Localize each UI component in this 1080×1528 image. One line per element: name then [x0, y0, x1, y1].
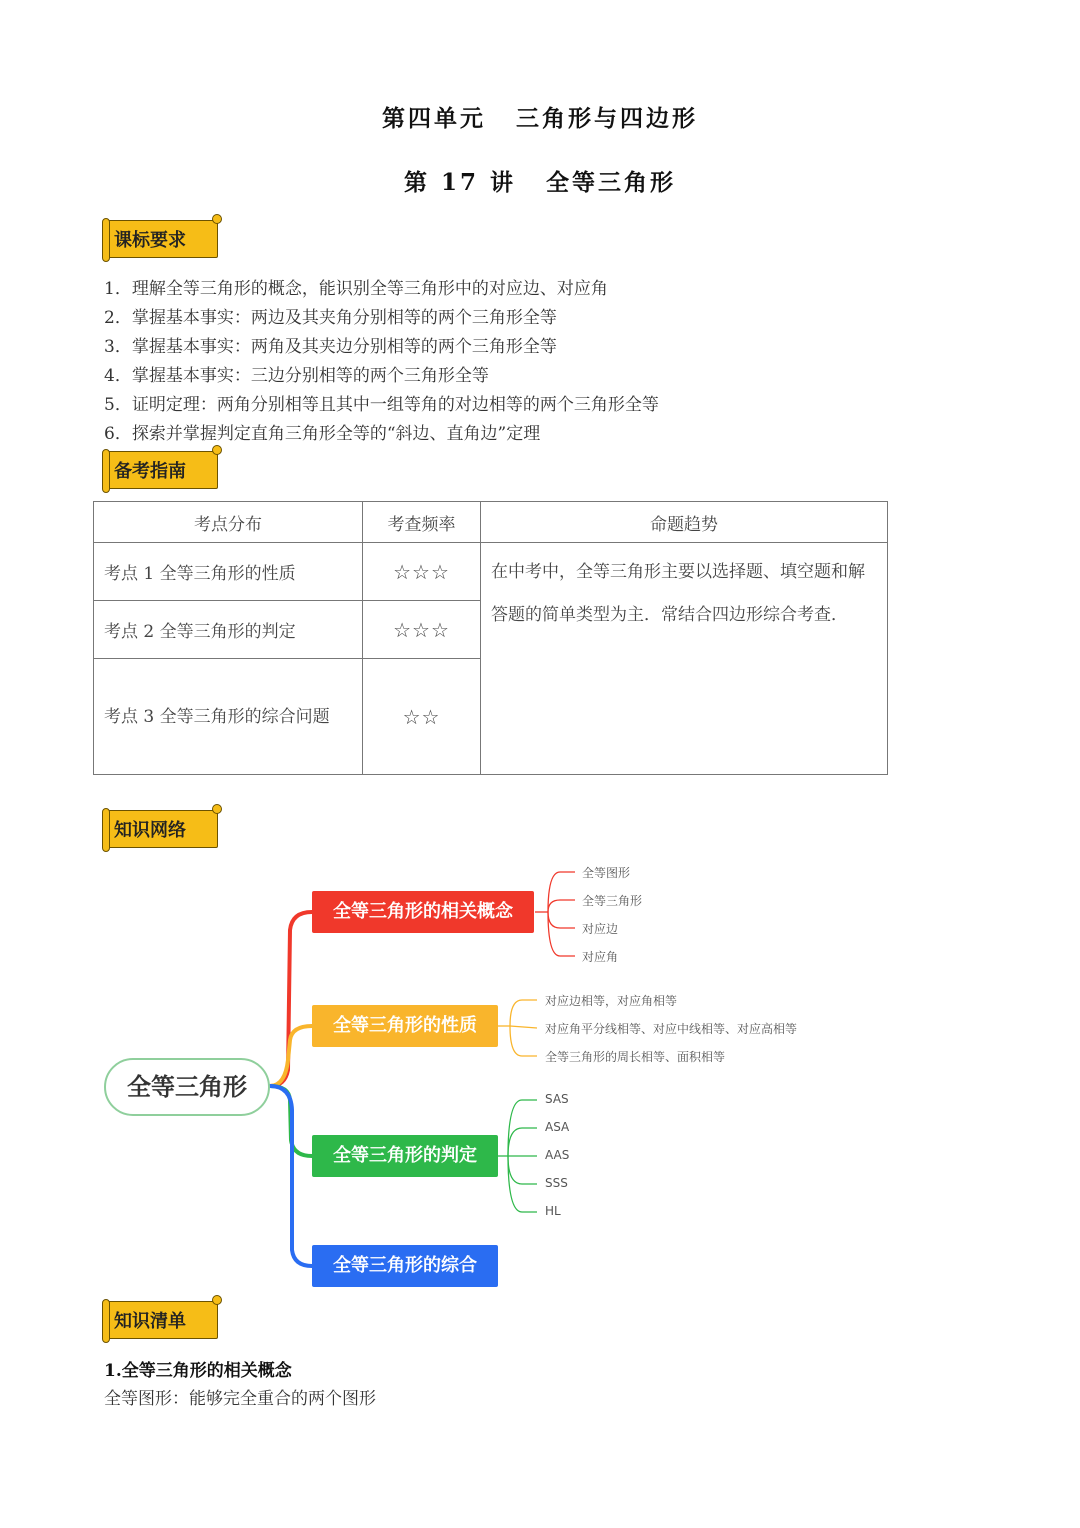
requirement-item: 6．探索并掌握判定直角三角形全等的“斜边、直角边”定理 — [104, 424, 541, 444]
table-cell-frequency: ☆☆ — [363, 659, 481, 775]
table-cell-point: 考点 2 全等三角形的判定 — [94, 601, 363, 659]
section-label: 知识清单 — [114, 1311, 186, 1332]
mindmap-leaf: 对应边相等，对应角相等 — [545, 994, 678, 1008]
section-label: 备考指南 — [114, 461, 186, 482]
section-label: 知识网络 — [114, 820, 186, 841]
mindmap-branch-comprehensive: 全等三角形的综合 — [312, 1245, 498, 1287]
table-cell-point: 考点 3 全等三角形的综合问题 — [94, 659, 363, 775]
mindmap-leaf: 全等三角形的周长相等、面积相等 — [545, 1050, 726, 1064]
section-label: 课标要求 — [114, 230, 186, 251]
mindmap-leaf: 对应角 — [582, 950, 619, 964]
requirement-item: 1．理解全等三角形的概念，能识别全等三角形中的对应边、对应角 — [104, 279, 608, 299]
checklist-heading: 1.全等三角形的相关概念 — [104, 1361, 292, 1381]
mindmap-leaf: SAS — [545, 1092, 569, 1106]
mindmap-leaf: 全等三角形 — [582, 894, 643, 908]
table-header: 考查频率 — [363, 502, 481, 543]
table-header: 考点分布 — [94, 502, 363, 543]
mindmap-branch-concepts: 全等三角形的相关概念 — [312, 891, 534, 933]
table-cell-trend: 在中考中，全等三角形主要以选择题、填空题和解答题的简单类型为主．常结合四边形综合考查． — [481, 543, 888, 775]
mindmap-root: 全等三角形 — [104, 1058, 270, 1116]
requirement-item: 3．掌握基本事实：两角及其夹边分别相等的两个三角形全等 — [104, 337, 557, 357]
unit-title-left: 第四单元 — [382, 105, 486, 132]
mindmap-leaf: 全等图形 — [582, 866, 631, 880]
mindmap-branch-properties: 全等三角形的性质 — [312, 1005, 498, 1047]
table-header: 命题趋势 — [481, 502, 888, 543]
mindmap-leaf: SSS — [545, 1176, 568, 1190]
unit-title-right: 三角形与四边形 — [516, 105, 698, 132]
mindmap-leaf: ASA — [545, 1120, 570, 1134]
requirement-item: 5．证明定理：两角分别相等且其中一组等角的对边相等的两个三角形全等 — [104, 395, 659, 415]
requirement-item: 2．掌握基本事实：两边及其夹角分别相等的两个三角形全等 — [104, 308, 557, 328]
table-cell-frequency: ☆☆☆ — [363, 543, 481, 601]
table-cell-frequency: ☆☆☆ — [363, 601, 481, 659]
lecture-title-left: 第 17 讲 — [403, 169, 517, 196]
checklist-text: 全等图形：能够完全重合的两个图形 — [104, 1389, 376, 1409]
mindmap-leaf: 对应边 — [582, 922, 619, 936]
mindmap-leaf: 对应角平分线相等、对应中线相等、对应高相等 — [545, 1022, 798, 1036]
requirement-item: 4．掌握基本事实：三边分别相等的两个三角形全等 — [104, 366, 489, 386]
lecture-title-right: 全等三角形 — [546, 169, 677, 196]
mindmap-leaf: AAS — [545, 1148, 570, 1162]
mindmap-branch-criteria: 全等三角形的判定 — [312, 1135, 498, 1177]
mindmap-leaf: HL — [545, 1204, 561, 1218]
table-cell-point: 考点 1 全等三角形的性质 — [94, 543, 363, 601]
section-banner-checklist — [100, 1295, 222, 1339]
